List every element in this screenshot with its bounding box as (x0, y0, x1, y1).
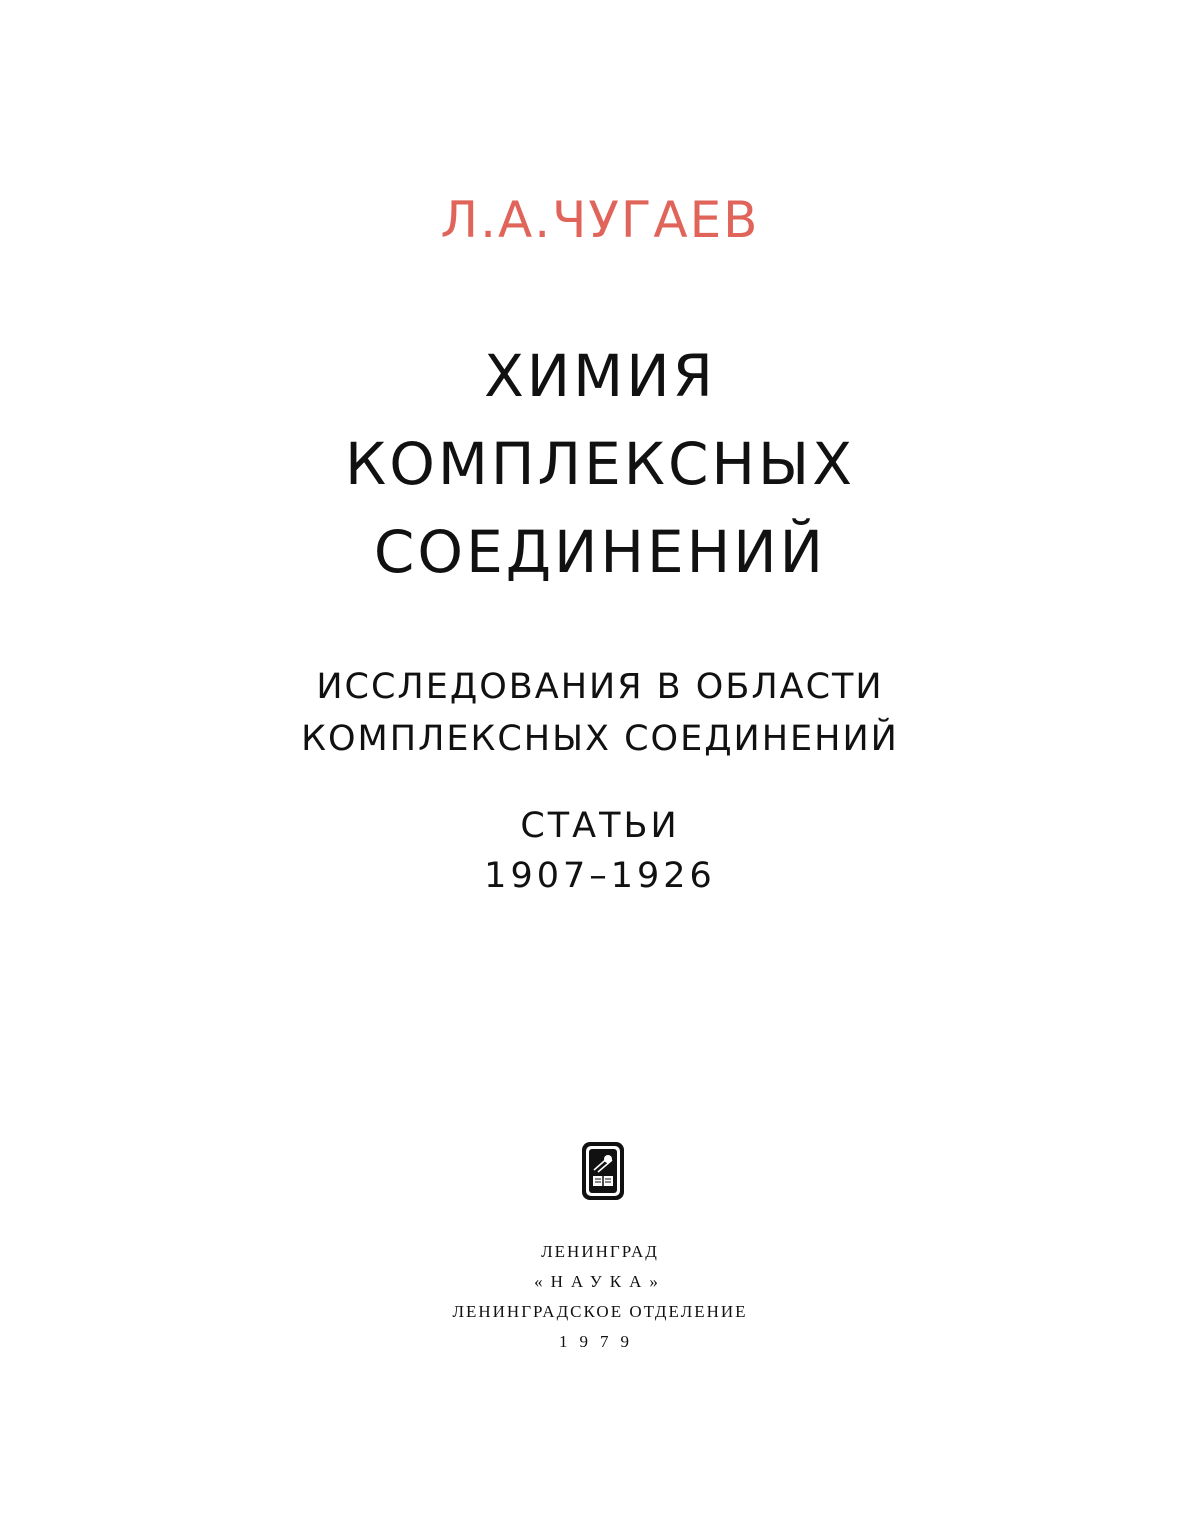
title-line-2: КОМПЛЕКСНЫХ (345, 430, 855, 498)
author-name: Л.А.ЧУГАЕВ (440, 191, 760, 249)
imprint-branch: ЛЕНИНГРАДСКОЕ ОТДЕЛЕНИЕ (452, 1302, 748, 1321)
subtitle-line-2: КОМПЛЕКСНЫХ СОЕДИНЕНИЙ (301, 719, 899, 759)
publication-kind: СТАТЬИ (520, 806, 680, 846)
imprint-year: 1979 (559, 1332, 641, 1351)
imprint-publisher: «НАУКА» (534, 1272, 666, 1291)
subtitle-line-1: ИССЛЕДОВАНИЯ В ОБЛАСТИ (316, 667, 884, 707)
imprint-city: ЛЕНИНГРАД (541, 1242, 659, 1261)
title-line-3: СОЕДИНЕНИЙ (373, 518, 827, 586)
title-line-1: ХИМИЯ (484, 342, 716, 410)
publisher-emblem-icon (580, 1140, 626, 1202)
publication-years: 1907–1926 (484, 856, 716, 896)
